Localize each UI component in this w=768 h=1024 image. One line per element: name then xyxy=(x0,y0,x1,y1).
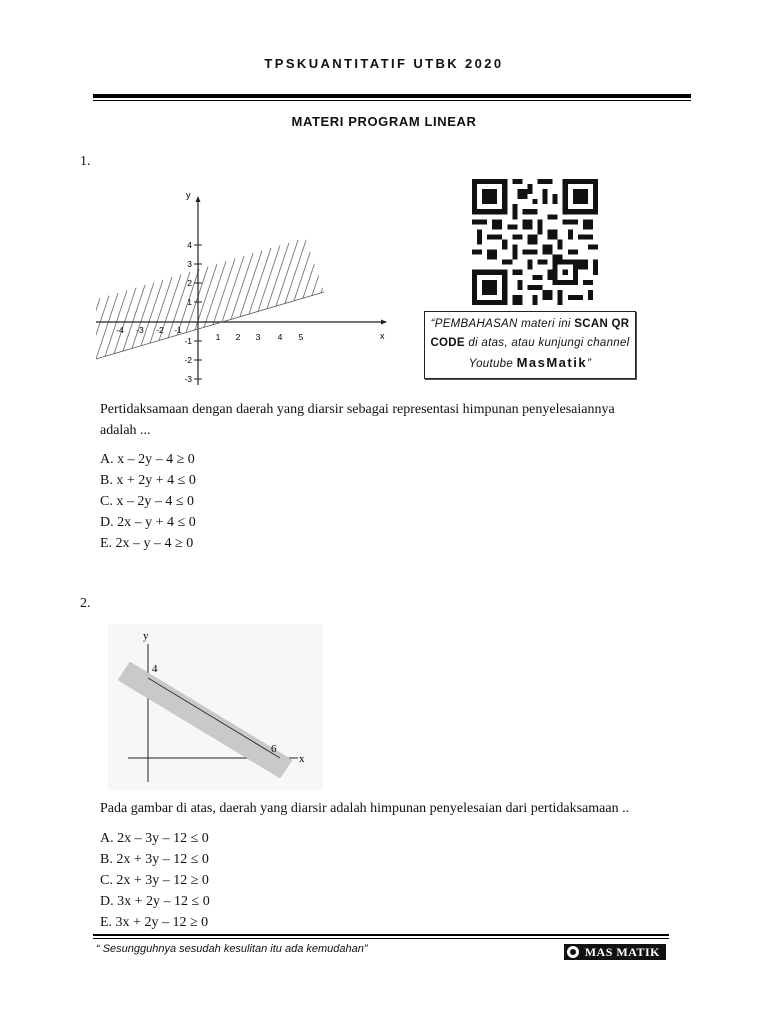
y-tick-label: 3 xyxy=(187,259,192,269)
boundary-line xyxy=(96,292,324,359)
logo-text: MAS MATIK xyxy=(584,944,660,959)
y-axis-label: y xyxy=(186,190,191,200)
option-c[interactable]: C. x – 2y – 4 ≤ 0 xyxy=(100,494,195,509)
y-tick-label: 2 xyxy=(187,278,192,288)
mas-matik-logo xyxy=(564,944,666,960)
x-tick-label: -4 xyxy=(116,325,124,335)
option-d[interactable]: D. 2x – y + 4 ≤ 0 xyxy=(100,515,196,530)
qr-note-scan-emphasis: SCAN QR CODE xyxy=(430,318,630,349)
header-divider-thick xyxy=(93,94,691,98)
y-tick-label: 1 xyxy=(187,297,192,307)
question-2-options xyxy=(100,828,210,933)
hatch-line xyxy=(312,254,326,296)
question-1-graph xyxy=(96,180,396,390)
question-1-number: 1. xyxy=(80,154,91,169)
logo-emblem-icon xyxy=(567,946,579,958)
x-tick-label: -1 xyxy=(174,325,182,335)
x-axis-label: x xyxy=(380,331,385,341)
y-axis-arrow xyxy=(196,196,201,202)
y-intercept-label: 4 xyxy=(152,663,158,675)
graph-background xyxy=(108,624,323,790)
x-intercept-label: 6 xyxy=(271,743,277,755)
option-b[interactable]: B. 2x + 3y – 12 ≤ 0 xyxy=(100,852,209,867)
hatch-line xyxy=(321,278,326,293)
document-header-title: TPSKUANTITATIF UTBK 2020 xyxy=(264,56,504,71)
qr-note-text: di atas, atau kunjungi channel Youtube xyxy=(464,337,630,370)
option-c[interactable]: C. 2x + 3y – 12 ≥ 0 xyxy=(100,873,209,888)
footer-divider-thin xyxy=(93,938,669,939)
option-e[interactable]: E. 3x + 2y – 12 ≥ 0 xyxy=(100,915,209,930)
y-tick-label: -1 xyxy=(184,336,192,346)
x-axis-arrow xyxy=(381,320,387,325)
question-2-text: Pada gambar di atas, daerah yang diarsir adalah himpunan penyelesaian dari pertidaksamaan .. xyxy=(100,801,630,816)
x-tick-label: 1 xyxy=(215,332,221,342)
section-title: MATERI PROGRAM LINEAR xyxy=(291,114,477,129)
question-2-graph xyxy=(108,624,323,790)
qr-note-channel-name: MasMatik xyxy=(516,355,588,370)
x-tick-label: 3 xyxy=(255,332,261,342)
option-b[interactable]: B. x + 2y + 4 ≤ 0 xyxy=(100,473,196,488)
x-tick-label: 2 xyxy=(235,332,241,342)
x-tick-label: 4 xyxy=(277,332,283,342)
qr-code-image xyxy=(472,178,598,306)
qr-code-note xyxy=(424,311,636,379)
x-tick-label: -2 xyxy=(156,325,164,335)
hatched-region xyxy=(96,232,326,390)
x-axis-label: x xyxy=(299,753,305,765)
option-a[interactable]: A. x – 2y – 4 ≥ 0 xyxy=(100,452,195,467)
y-axis-label: y xyxy=(143,630,149,642)
qr-note-open-quote: “ xyxy=(430,318,435,330)
question-1-text-line-1: Pertidaksamaan dengan daerah yang diarsir sebagai representasi himpunan penyelesaiannya xyxy=(100,402,615,417)
question-1-options xyxy=(100,449,196,554)
footer-quote: “ Sesungguhnya sesudah kesulitan itu ada kemudahan” xyxy=(96,943,368,955)
option-d[interactable]: D. 3x + 2y – 12 ≤ 0 xyxy=(100,894,210,909)
header-divider-thin xyxy=(93,100,691,101)
y-tick-label: -2 xyxy=(184,355,192,365)
option-a[interactable]: A. 2x – 3y – 12 ≤ 0 xyxy=(100,831,209,846)
y-tick-label: 4 xyxy=(187,240,192,250)
option-e[interactable]: E. 2x – y – 4 ≥ 0 xyxy=(100,536,194,551)
qr-note-text: PEMBAHASAN materi ini xyxy=(434,318,575,330)
x-tick-label: 5 xyxy=(298,332,304,342)
footer-divider-thick xyxy=(93,934,669,936)
question-1-text-line-2: adalah ... xyxy=(100,423,151,438)
qr-note-close-quote: ” xyxy=(587,358,592,370)
question-2-number: 2. xyxy=(80,596,91,611)
y-tick-label: -3 xyxy=(184,374,192,384)
x-tick-label: -3 xyxy=(136,325,144,335)
